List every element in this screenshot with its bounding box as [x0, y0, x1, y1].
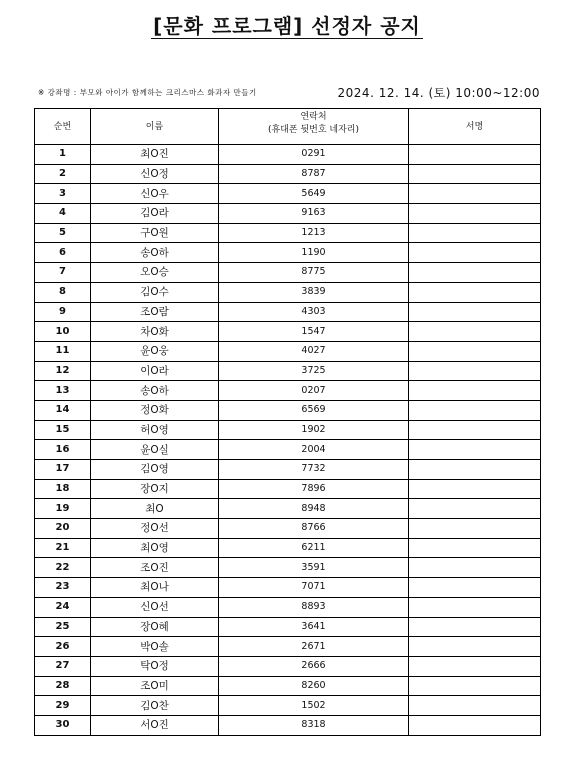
row-signature-cell — [409, 676, 541, 696]
row-number: 13 — [35, 381, 91, 401]
row-number: 2 — [35, 164, 91, 184]
row-contact: 3641 — [219, 617, 409, 637]
row-signature-cell — [409, 656, 541, 676]
row-signature-cell — [409, 302, 541, 322]
row-name: 장O지 — [91, 479, 219, 499]
row-contact: 1190 — [219, 243, 409, 263]
row-contact: 2666 — [219, 656, 409, 676]
row-contact: 7071 — [219, 578, 409, 598]
row-signature-cell — [409, 558, 541, 578]
table-row — [35, 164, 541, 184]
row-contact: 3591 — [219, 558, 409, 578]
row-number: 10 — [35, 322, 91, 342]
row-signature-cell — [409, 164, 541, 184]
row-name: 김O수 — [91, 282, 219, 302]
row-name: 이O라 — [91, 361, 219, 381]
program-info — [38, 84, 540, 100]
row-number: 9 — [35, 302, 91, 322]
row-signature-cell — [409, 145, 541, 165]
row-contact: 1547 — [219, 322, 409, 342]
row-signature-cell — [409, 204, 541, 224]
row-contact: 5649 — [219, 184, 409, 204]
table-row — [35, 361, 541, 381]
row-number: 11 — [35, 341, 91, 361]
row-name: 차O화 — [91, 322, 219, 342]
row-contact: 4303 — [219, 302, 409, 322]
row-signature-cell — [409, 538, 541, 558]
row-name: 윤O실 — [91, 440, 219, 460]
row-number: 22 — [35, 558, 91, 578]
row-contact: 2004 — [219, 440, 409, 460]
row-name: 신O우 — [91, 184, 219, 204]
row-number: 3 — [35, 184, 91, 204]
row-signature-cell — [409, 479, 541, 499]
row-contact: 0207 — [219, 381, 409, 401]
row-number: 20 — [35, 519, 91, 539]
row-number: 4 — [35, 204, 91, 224]
row-signature-cell — [409, 440, 541, 460]
header-signature: 서명 — [409, 109, 541, 145]
row-contact: 9163 — [219, 204, 409, 224]
row-number: 1 — [35, 145, 91, 165]
row-number: 25 — [35, 617, 91, 637]
row-name: 최O진 — [91, 145, 219, 165]
table-row — [35, 145, 541, 165]
row-signature-cell — [409, 400, 541, 420]
row-name: 구O원 — [91, 223, 219, 243]
table-header-row — [35, 109, 541, 145]
page-title — [0, 14, 574, 39]
header-name: 이름 — [91, 109, 219, 145]
row-name: 조O람 — [91, 302, 219, 322]
header-contact — [219, 109, 409, 145]
row-name: 송O하 — [91, 381, 219, 401]
row-name: 최O영 — [91, 538, 219, 558]
row-contact: 0291 — [219, 145, 409, 165]
row-signature-cell — [409, 597, 541, 617]
table-row — [35, 519, 541, 539]
row-name: 탁O정 — [91, 656, 219, 676]
row-name: 오O승 — [91, 263, 219, 283]
row-signature-cell — [409, 184, 541, 204]
row-signature-cell — [409, 696, 541, 716]
page-title-text: [문화 프로그램] 선정자 공지 — [153, 14, 421, 38]
row-signature-cell — [409, 243, 541, 263]
table-row — [35, 420, 541, 440]
table-row — [35, 676, 541, 696]
row-number: 21 — [35, 538, 91, 558]
row-name: 조O진 — [91, 558, 219, 578]
row-signature-cell — [409, 715, 541, 735]
row-name: 서O진 — [91, 715, 219, 735]
row-contact: 8260 — [219, 676, 409, 696]
table-row — [35, 243, 541, 263]
row-signature-cell — [409, 381, 541, 401]
row-contact: 8787 — [219, 164, 409, 184]
table-row — [35, 617, 541, 637]
row-signature-cell — [409, 361, 541, 381]
row-contact: 6211 — [219, 538, 409, 558]
table-row — [35, 499, 541, 519]
row-number: 26 — [35, 637, 91, 657]
row-number: 29 — [35, 696, 91, 716]
row-signature-cell — [409, 499, 541, 519]
row-number: 18 — [35, 479, 91, 499]
row-signature-cell — [409, 519, 541, 539]
row-name: 최O나 — [91, 578, 219, 598]
row-name: 조O미 — [91, 676, 219, 696]
row-name: 허O영 — [91, 420, 219, 440]
row-signature-cell — [409, 420, 541, 440]
row-contact: 1902 — [219, 420, 409, 440]
row-contact: 8948 — [219, 499, 409, 519]
row-signature-cell — [409, 282, 541, 302]
row-signature-cell — [409, 617, 541, 637]
table-row — [35, 184, 541, 204]
table-row — [35, 204, 541, 224]
table-row — [35, 302, 541, 322]
row-contact: 3725 — [219, 361, 409, 381]
row-contact: 8766 — [219, 519, 409, 539]
row-number: 7 — [35, 263, 91, 283]
table-row — [35, 558, 541, 578]
table-row — [35, 440, 541, 460]
row-signature-cell — [409, 637, 541, 657]
table-row — [35, 715, 541, 735]
row-number: 5 — [35, 223, 91, 243]
row-number: 24 — [35, 597, 91, 617]
row-contact: 3839 — [219, 282, 409, 302]
table-body — [35, 145, 541, 736]
table-row — [35, 341, 541, 361]
table-row — [35, 578, 541, 598]
table-row — [35, 223, 541, 243]
table-row — [35, 381, 541, 401]
table-row — [35, 538, 541, 558]
row-contact: 4027 — [219, 341, 409, 361]
row-number: 6 — [35, 243, 91, 263]
row-signature-cell — [409, 341, 541, 361]
row-number: 14 — [35, 400, 91, 420]
row-contact: 8775 — [219, 263, 409, 283]
row-number: 16 — [35, 440, 91, 460]
row-signature-cell — [409, 263, 541, 283]
row-contact: 7732 — [219, 460, 409, 480]
row-name: 최O — [91, 499, 219, 519]
table-row — [35, 322, 541, 342]
table-row — [35, 479, 541, 499]
table-row — [35, 460, 541, 480]
row-name: 장O혜 — [91, 617, 219, 637]
row-signature-cell — [409, 223, 541, 243]
program-datetime: 2024. 12. 14. (토) 10:00~12:00 — [337, 86, 540, 100]
row-contact: 1213 — [219, 223, 409, 243]
row-name: 윤O웅 — [91, 341, 219, 361]
row-contact: 6569 — [219, 400, 409, 420]
row-number: 17 — [35, 460, 91, 480]
row-number: 15 — [35, 420, 91, 440]
row-contact: 8318 — [219, 715, 409, 735]
row-number: 23 — [35, 578, 91, 598]
table-row — [35, 656, 541, 676]
table-row — [35, 282, 541, 302]
table-row — [35, 637, 541, 657]
row-signature-cell — [409, 322, 541, 342]
row-name: 정O화 — [91, 400, 219, 420]
header-contact-line1: 연락처 — [300, 112, 327, 122]
row-number: 27 — [35, 656, 91, 676]
table-row — [35, 263, 541, 283]
selection-table — [34, 108, 541, 736]
row-contact: 7896 — [219, 479, 409, 499]
row-name: 신O선 — [91, 597, 219, 617]
row-number: 8 — [35, 282, 91, 302]
table-row — [35, 400, 541, 420]
row-number: 28 — [35, 676, 91, 696]
header-no: 순번 — [35, 109, 91, 145]
row-signature-cell — [409, 578, 541, 598]
row-contact: 2671 — [219, 637, 409, 657]
program-label: ※ 강좌명 : 부모와 아이가 함께하는 크리스마스 화과자 만들기 — [38, 88, 257, 97]
row-name: 김O영 — [91, 460, 219, 480]
row-name: 김O라 — [91, 204, 219, 224]
row-signature-cell — [409, 460, 541, 480]
row-number: 30 — [35, 715, 91, 735]
table-row — [35, 597, 541, 617]
row-contact: 1502 — [219, 696, 409, 716]
table-row — [35, 696, 541, 716]
row-name: 송O하 — [91, 243, 219, 263]
row-name: 박O솔 — [91, 637, 219, 657]
header-contact-line2: (휴대폰 뒷번호 네자리) — [268, 125, 359, 135]
row-name: 정O선 — [91, 519, 219, 539]
row-number: 12 — [35, 361, 91, 381]
row-contact: 8893 — [219, 597, 409, 617]
row-number: 19 — [35, 499, 91, 519]
row-name: 신O정 — [91, 164, 219, 184]
row-name: 김O찬 — [91, 696, 219, 716]
